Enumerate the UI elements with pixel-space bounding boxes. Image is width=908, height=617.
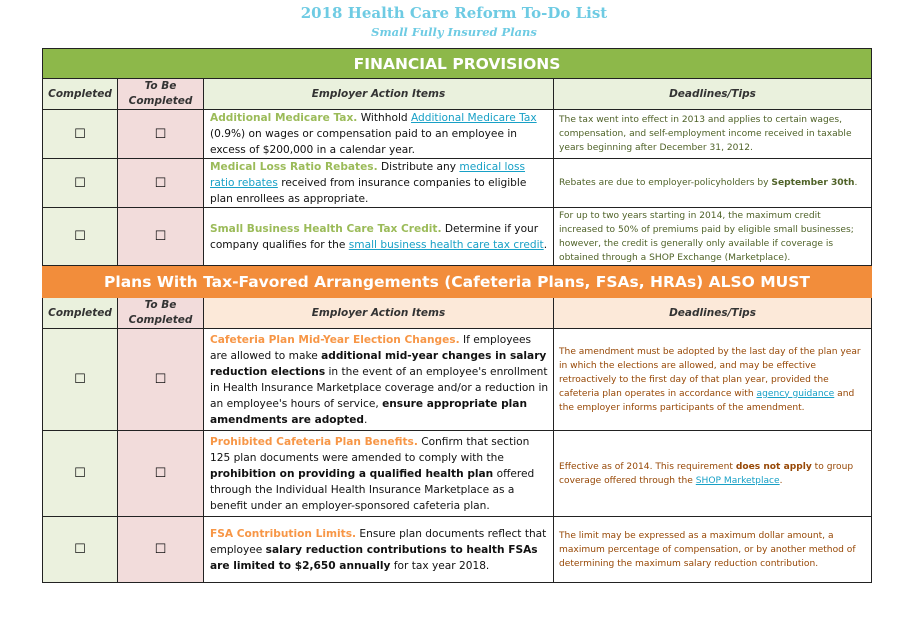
- deadline-tip: Rebates are due to employer-policyholders by September 30th.: [554, 159, 872, 208]
- tax-favored-arrangements-table: [42, 266, 872, 583]
- col-header-deadlines: Deadlines/Tips: [554, 298, 872, 329]
- financial-provisions-banner: FINANCIAL PROVISIONS: [43, 49, 872, 79]
- small-business-tax-credit-link[interactable]: small business health care tax credit: [348, 238, 544, 251]
- page-title: 2018 Health Care Reform To-Do List: [300, 4, 608, 22]
- table-row: [43, 159, 872, 208]
- col-header-action-items: Employer Action Items: [204, 79, 554, 110]
- to-be-completed-checkbox[interactable]: ☐: [154, 542, 167, 557]
- completed-checkbox[interactable]: ☐: [74, 126, 86, 142]
- table-row: [43, 110, 872, 159]
- to-be-completed-checkbox[interactable]: ☐: [154, 126, 167, 142]
- completed-checkbox[interactable]: ☐: [74, 229, 86, 244]
- col-header-deadlines: Deadlines/Tips: [554, 79, 872, 110]
- action-item: FSA Contribution Limits. Ensure plan documents reflect that employee salary reduction contributions to health FSAs are limited to $2,650 annually for tax year 2018.: [204, 517, 554, 583]
- tax-favored-banner: Plans With Tax-Favored Arrangements (Cafeteria Plans, FSAs, HRAs) ALSO MUST: [43, 267, 872, 298]
- completed-checkbox[interactable]: ☐: [74, 372, 86, 387]
- col-header-action-items: Employer Action Items: [204, 298, 554, 329]
- to-be-completed-checkbox[interactable]: ☐: [154, 229, 167, 244]
- completed-checkbox[interactable]: ☐: [74, 542, 86, 557]
- deadline-tip: For up to two years starting in 2014, the maximum credit increased to 50% of premiums paid by eligible small businesses; however, the credit is generally only available if coverage is obtained through a SHOP Exchange (Marketplace).: [554, 208, 872, 266]
- action-item: Additional Medicare Tax. Withhold Additional Medicare Tax (0.9%) on wages or compensation paid to an employee in excess of $200,000 in a calendar year.: [204, 110, 554, 159]
- deadline-tip: The tax went into effect in 2013 and applies to certain wages, compensation, and self-employment income received in taxable years beginning after December 31, 2012.: [554, 110, 872, 159]
- col-header-to-be-completed: To Be Completed: [118, 79, 204, 110]
- col-header-to-be-completed: To Be Completed: [118, 298, 204, 329]
- col-header-completed: Completed: [43, 79, 118, 110]
- action-item: Small Business Health Care Tax Credit. Determine if your company qualifies for the small business health care tax credit.: [204, 208, 554, 266]
- table-row: [43, 431, 872, 517]
- table-row: [43, 329, 872, 431]
- additional-medicare-tax-link[interactable]: Additional Medicare Tax: [410, 112, 537, 124]
- completed-checkbox[interactable]: ☐: [74, 466, 86, 481]
- to-be-completed-checkbox[interactable]: ☐: [154, 372, 167, 387]
- table-row: [43, 208, 872, 266]
- action-item: Prohibited Cafeteria Plan Benefits. Confirm that section 125 plan documents were amended to comply with the prohibition on providing a qualified health plan offered through the Individual Health Insurance Marketplace as a benefit under an employer-sponsored cafeteria plan.: [204, 431, 554, 517]
- col-header-completed: Completed: [43, 298, 118, 329]
- page-subtitle: Small Fully Insured Plans: [371, 25, 537, 39]
- agency-guidance-link[interactable]: agency guidance: [756, 388, 835, 399]
- action-item: Medical Loss Ratio Rebates. Distribute any medical loss ratio rebates received from insurance companies to eligible plan enrollees as appropriate.: [204, 159, 554, 208]
- deadline-tip: Effective as of 2014. This requirement does not apply to group coverage offered through the SHOP Marketplace.: [554, 431, 872, 517]
- action-item: Cafeteria Plan Mid-Year Election Changes. If employees are allowed to make additional mid-year changes in salary reduction elections in the event of an employee's enrollment in Health Insurance Marketplace coverage and/or a reduction in an employee's hours of service, ensure appropriate plan amendments are adopted.: [204, 329, 554, 431]
- completed-checkbox[interactable]: ☐: [74, 175, 86, 191]
- to-be-completed-checkbox[interactable]: ☐: [154, 466, 167, 481]
- to-be-completed-checkbox[interactable]: ☐: [154, 175, 167, 191]
- deadline-tip: The limit may be expressed as a maximum dollar amount, a maximum percentage of compensation, or by another method of determining the maximum salary reduction contribution.: [554, 517, 872, 583]
- medical-loss-ratio-rebates-link[interactable]: medical loss ratio rebates: [210, 161, 526, 189]
- financial-provisions-table: [42, 48, 872, 266]
- deadline-tip: The amendment must be adopted by the last day of the plan year in which the elections are allowed, and may be effective retroactively to the first day of that plan year, provided the cafeteria plan operates in accordance with agency guidance and the employer informs participants of the amendment.: [554, 329, 872, 431]
- shop-marketplace-link[interactable]: SHOP Marketplace: [695, 475, 780, 486]
- table-row: [43, 517, 872, 583]
